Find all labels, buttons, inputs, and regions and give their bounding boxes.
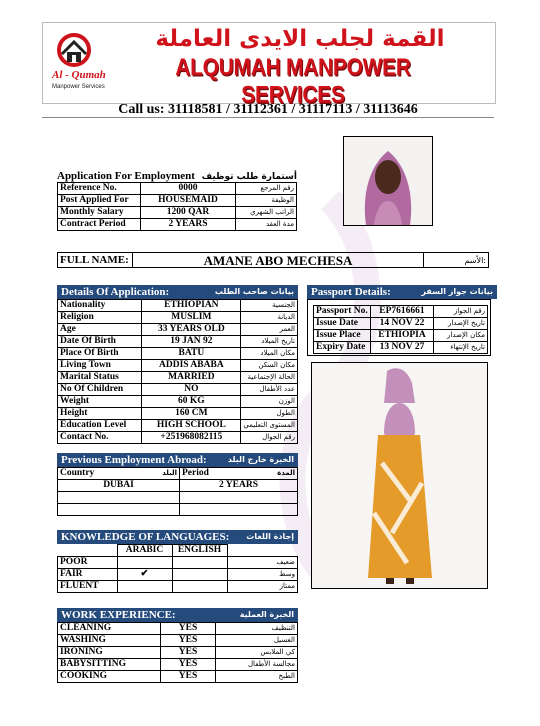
application-field-label-ar: الراتب الشهري xyxy=(236,207,297,219)
language-level-ar: وسط xyxy=(227,569,298,581)
header-divider xyxy=(42,117,494,118)
passport-field-label-ar: مكان الإصدار xyxy=(434,330,488,342)
application-table xyxy=(57,182,297,231)
work-experience-table xyxy=(57,622,298,683)
passport-field-label: Issue Place xyxy=(314,330,371,342)
table-row xyxy=(58,659,298,671)
detail-field-label: Date Of Birth xyxy=(58,336,142,348)
applicant-full-photo xyxy=(311,362,488,589)
full-body-image xyxy=(312,363,487,588)
passport-field-label: Passport No. xyxy=(314,306,371,318)
table-row xyxy=(58,569,298,581)
languages-title-ar: إجادة اللغات xyxy=(246,532,294,541)
detail-field-label-ar: الجنسية xyxy=(241,300,298,312)
work-skill-label-ar: كي الملابس xyxy=(216,647,298,659)
detail-field-label-ar: تاريخ الميلاد xyxy=(241,336,298,348)
table-row xyxy=(58,348,298,360)
table-row xyxy=(58,408,298,420)
detail-field-label: Contact No. xyxy=(58,432,142,444)
passport-field-value: 14 NOV 22 xyxy=(371,318,434,330)
detail-field-value: ETHIOPIAN xyxy=(142,300,241,312)
language-level: POOR xyxy=(58,557,118,569)
application-field-label: Reference No. xyxy=(58,183,141,195)
table-row xyxy=(58,300,298,312)
detail-field-value: MUSLIM xyxy=(142,312,241,324)
previous-employment-table xyxy=(57,467,298,516)
table-row xyxy=(58,420,298,432)
company-name-english: ALQUMAH MANPOWER SERVICES xyxy=(175,54,411,109)
table-row xyxy=(58,336,298,348)
application-field-label: Post Applied For xyxy=(58,195,141,207)
details-table xyxy=(57,299,298,444)
english-level-mark xyxy=(172,569,227,581)
table-row xyxy=(58,183,297,195)
work-skill-label-ar: الطبخ xyxy=(216,671,298,683)
passport-field-value: ETHIOPIA xyxy=(371,330,434,342)
detail-field-label: Education Level xyxy=(58,420,142,432)
english-level-mark xyxy=(172,581,227,593)
table-row xyxy=(58,504,298,516)
passport-header xyxy=(307,285,497,299)
call-us-line: Call us: 31118581 / 31112361 / 31117113 / 31113646 xyxy=(118,102,418,117)
language-level: FLUENT xyxy=(58,581,118,593)
passport-field-label: Issue Date xyxy=(314,318,371,330)
application-field-value: 2 YEARS xyxy=(141,219,236,231)
table-row xyxy=(58,492,298,504)
work-skill-value: YES xyxy=(161,635,216,647)
application-field-label: Monthly Salary xyxy=(58,207,141,219)
detail-field-label-ar: مكان الميلاد xyxy=(241,348,298,360)
company-logo xyxy=(50,30,120,92)
passport-field-value: 13 NOV 27 xyxy=(371,342,434,354)
detail-field-label-ar: الوزن xyxy=(241,396,298,408)
work-skill-label-ar: الغسيل xyxy=(216,635,298,647)
detail-field-value: HIGH SCHOOL xyxy=(142,420,241,432)
full-name-label-ar: الأسم: xyxy=(424,253,489,268)
application-field-label-ar: الوظيفة xyxy=(236,195,297,207)
english-column-header: ENGLISH xyxy=(172,545,227,557)
svg-text:Manpower Services: Manpower Services xyxy=(52,84,105,90)
table-row xyxy=(58,671,298,683)
detail-field-label-ar: الطول xyxy=(241,408,298,420)
detail-field-value: +251968082115 xyxy=(142,432,241,444)
table-row xyxy=(58,195,297,207)
portrait-image xyxy=(344,137,432,225)
passport-field-label: Expiry Date xyxy=(314,342,371,354)
passport-title-ar: بيانات جواز السفر xyxy=(421,287,493,296)
detail-field-value: MARRIED xyxy=(142,372,241,384)
application-title-ar: أستمارة طلب توظيف xyxy=(201,172,297,182)
languages-title: KNOWLEDGE OF LANGUAGES: xyxy=(61,531,230,543)
work-experience-header xyxy=(57,608,298,622)
application-title-row xyxy=(57,170,297,182)
table-row xyxy=(58,324,298,336)
work-skill-value: YES xyxy=(161,671,216,683)
passport-field-label-ar: رقم الجواز xyxy=(434,306,488,318)
passport-field-label-ar: تاريخ الإنتهاء xyxy=(434,342,488,354)
detail-field-label: Height xyxy=(58,408,142,420)
language-level: FAIR xyxy=(58,569,118,581)
passport-table xyxy=(313,305,488,354)
detail-field-label: Age xyxy=(58,324,142,336)
detail-field-label: Nationality xyxy=(58,300,142,312)
work-skill-value: YES xyxy=(161,623,216,635)
arabic-level-mark: ✔ xyxy=(117,569,172,581)
passport-field-label-ar: تاريخ الإصدار xyxy=(434,318,488,330)
applicant-portrait-photo xyxy=(343,136,433,226)
passport-field-value: EP7616661 xyxy=(371,306,434,318)
full-name-table xyxy=(57,252,489,268)
period-header: Period المدة xyxy=(180,468,298,480)
table-row xyxy=(314,342,488,354)
detail-field-label-ar: مكان السكن xyxy=(241,360,298,372)
details-header xyxy=(57,285,298,299)
previous-employment-header xyxy=(57,453,298,467)
detail-field-value: 33 YEARS OLD xyxy=(142,324,241,336)
table-row xyxy=(58,432,298,444)
country-header: Country البلد xyxy=(58,468,180,480)
detail-field-value: 160 CM xyxy=(142,408,241,420)
passport-box xyxy=(307,299,491,356)
detail-field-label: Place Of Birth xyxy=(58,348,142,360)
table-row xyxy=(58,207,297,219)
detail-field-value: BATU xyxy=(142,348,241,360)
application-field-label-ar: رقم المرجع xyxy=(236,183,297,195)
language-level-ar: ممتاز xyxy=(227,581,298,593)
work-skill-label: COOKING xyxy=(58,671,161,683)
language-level-ar: ضعيف xyxy=(227,557,298,569)
work-skill-label-ar: مجالسة الأطفال xyxy=(216,659,298,671)
details-title-ar: بيانات صاحب الطلب xyxy=(214,287,294,296)
details-title: Details Of Application: xyxy=(61,286,170,298)
work-skill-label: WASHING xyxy=(58,635,161,647)
detail-field-label-ar: عدد الأطفال xyxy=(241,384,298,396)
detail-field-label-ar: الديانة xyxy=(241,312,298,324)
english-level-mark xyxy=(172,557,227,569)
application-field-value: 0000 xyxy=(141,183,236,195)
previous-title-ar: الخبرة خارج البلد xyxy=(227,455,294,464)
arabic-level-mark xyxy=(117,557,172,569)
table-row xyxy=(58,581,298,593)
table-row xyxy=(58,312,298,324)
arabic-level-mark xyxy=(117,581,172,593)
application-field-label-ar: مدة العقد xyxy=(236,219,297,231)
passport-title: Passport Details: xyxy=(311,286,391,298)
detail-field-label-ar: الحالة الإجتماعية xyxy=(241,372,298,384)
work-title-ar: الخبرة العملية xyxy=(239,610,294,619)
arabic-column-header: ARABIC xyxy=(117,545,172,557)
previous-country: DUBAI xyxy=(58,480,180,492)
table-row xyxy=(58,480,298,492)
table-row xyxy=(58,623,298,635)
table-row xyxy=(314,306,488,318)
work-skill-label: BABYSITTING xyxy=(58,659,161,671)
detail-field-label: Marital Status xyxy=(58,372,142,384)
application-field-value: 1200 QAR xyxy=(141,207,236,219)
table-row xyxy=(314,318,488,330)
company-name-arabic: القمة لجلب الايدى العاملة xyxy=(155,26,445,52)
table-row xyxy=(58,372,298,384)
full-name-label: FULL NAME: xyxy=(58,253,133,268)
work-skill-value: YES xyxy=(161,647,216,659)
table-row xyxy=(314,330,488,342)
table-row xyxy=(58,635,298,647)
table-row xyxy=(58,396,298,408)
detail-field-value: ADDIS ABABA xyxy=(142,360,241,372)
detail-field-value: 60 KG xyxy=(142,396,241,408)
work-skill-label: CLEANING xyxy=(58,623,161,635)
detail-field-label-ar: المستوى التعليمي xyxy=(241,420,298,432)
table-row xyxy=(58,360,298,372)
table-row xyxy=(58,384,298,396)
application-field-value: HOUSEMAID xyxy=(141,195,236,207)
work-skill-label: IRONING xyxy=(58,647,161,659)
full-name-value: AMANE ABO MECHESA xyxy=(133,253,424,268)
work-skill-value: YES xyxy=(161,659,216,671)
detail-field-label: Religion xyxy=(58,312,142,324)
application-field-label: Contract Period xyxy=(58,219,141,231)
languages-table xyxy=(57,544,298,593)
svg-text:Al - Qumah: Al - Qumah xyxy=(52,69,106,81)
work-title: WORK EXPERIENCE: xyxy=(61,609,176,621)
work-skill-label-ar: التنظيف xyxy=(216,623,298,635)
table-row xyxy=(58,647,298,659)
previous-period: 2 YEARS xyxy=(180,480,298,492)
table-row xyxy=(58,557,298,569)
application-title: Application For Employment xyxy=(57,170,195,182)
table-row xyxy=(58,219,297,231)
languages-header xyxy=(57,530,298,544)
detail-field-value: NO xyxy=(142,384,241,396)
previous-title: Previous Employment Abroad: xyxy=(61,454,207,466)
detail-field-value: 19 JAN 92 xyxy=(142,336,241,348)
detail-field-label: No Of Children xyxy=(58,384,142,396)
detail-field-label: Living Town xyxy=(58,360,142,372)
detail-field-label-ar: رقم الجوال xyxy=(241,432,298,444)
detail-field-label: Weight xyxy=(58,396,142,408)
detail-field-label-ar: العمر xyxy=(241,324,298,336)
